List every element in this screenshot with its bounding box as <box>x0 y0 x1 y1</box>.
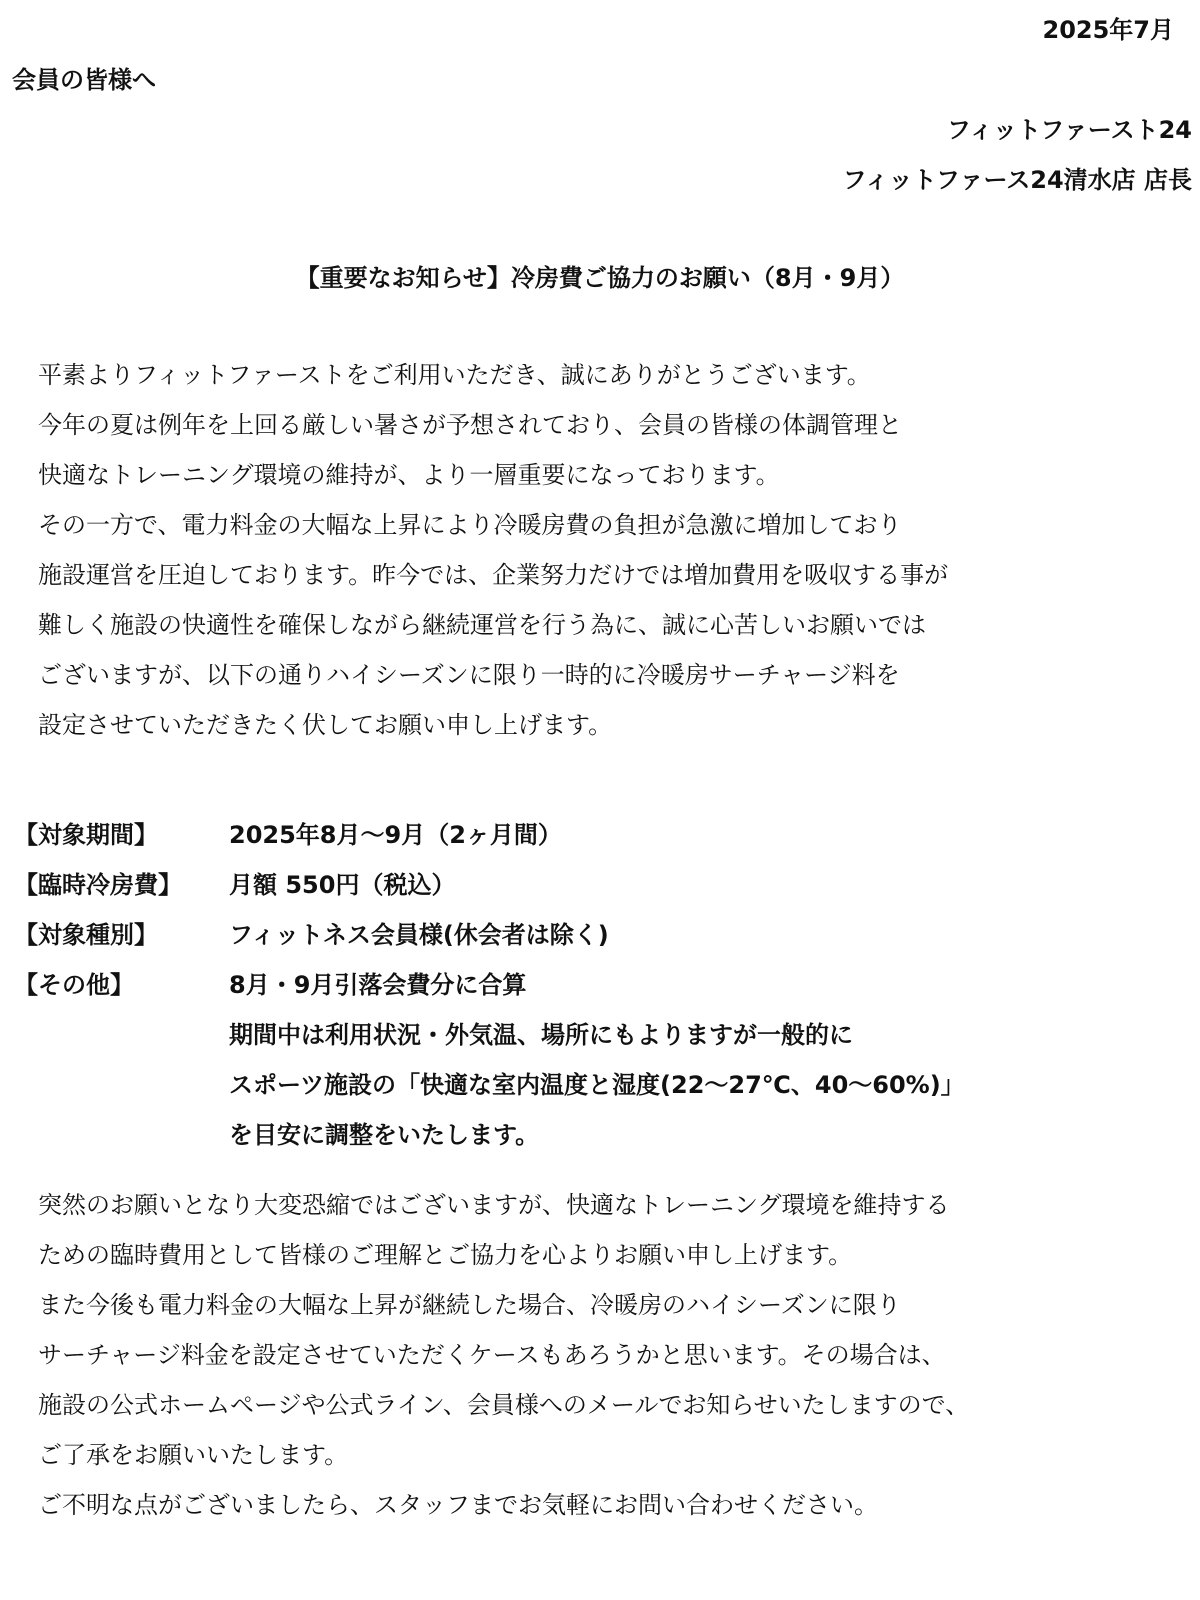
recipient: 会員の皆様へ <box>12 66 156 94</box>
intro-line: その一方で、電力料金の大幅な上昇により冷暖房費の負担が急激に増加しており <box>38 511 902 539</box>
closing-paragraph <box>38 1180 969 1530</box>
detail-value: を目安に調整をいたします。 <box>229 1121 540 1149</box>
detail-value: 月額 550円（税込） <box>229 871 456 899</box>
sender-company: フィットファースト24 <box>946 116 1192 144</box>
intro-line: 平素よりフィットファーストをご利用いただき、誠にありがとうございます。 <box>38 361 871 389</box>
intro-line: 難しく施設の快適性を確保しながら継続運営を行う為に、誠に心苦しいお願いでは <box>38 611 926 639</box>
detail-value: フィットネス会員様(休会者は除く) <box>229 921 609 949</box>
document-title: 【重要なお知らせ】冷房費ご協力のお願い（8月・9月） <box>295 264 905 292</box>
intro-line: 設定させていただきたく伏してお願い申し上げます。 <box>38 711 613 739</box>
detail-label: 【対象期間】 <box>14 821 158 849</box>
detail-value: 2025年8月～9月（2ヶ月間） <box>229 821 562 849</box>
closing-line: ための臨時費用として皆様のご理解とご協力を心よりお願い申し上げます。 <box>38 1241 853 1269</box>
closing-line: サーチャージ料金を設定させていただくケースもあろうかと思います。その場合は、 <box>38 1341 946 1369</box>
detail-value: 期間中は利用状況・外気温、場所にもよりますが一般的に <box>229 1021 853 1049</box>
sender-manager: フィットファース24清水店 店長 <box>842 166 1192 194</box>
closing-line: 施設の公式ホームページや公式ライン、会員様へのメールでお知らせいたしますので、 <box>38 1391 970 1419</box>
intro-line: 今年の夏は例年を上回る厳しい暑さが予想されており、会員の皆様の体調管理と <box>38 411 902 439</box>
intro-line: 快適なトレーニング環境の維持が、より一層重要になっております。 <box>38 461 780 489</box>
intro-line: ございますが、以下の通りハイシーズンに限り一時的に冷暖房サーチャージ料を <box>38 661 900 689</box>
detail-value: 8月・9月引落会費分に合算 <box>229 971 527 999</box>
document-date: 2025年7月 <box>1042 16 1174 44</box>
closing-line: ご了承をお願いいたします。 <box>38 1441 349 1469</box>
detail-value: スポーツ施設の「快適な室内温度と湿度(22～27℃、40～60%)」 <box>229 1071 965 1099</box>
closing-line: また今後も電力料金の大幅な上昇が継続した場合、冷暖房のハイシーズンに限り <box>38 1291 901 1319</box>
detail-label: 【その他】 <box>14 971 134 999</box>
closing-line: 突然のお願いとなり大変恐縮ではございますが、快適なトレーニング環境を維持する <box>38 1191 950 1219</box>
intro-paragraph <box>38 350 948 750</box>
intro-line: 施設運営を圧迫しております。昨今では、企業努力だけでは増加費用を吸収する事が <box>38 561 949 589</box>
detail-label: 【対象種別】 <box>14 921 158 949</box>
detail-label: 【臨時冷房費】 <box>14 871 182 899</box>
closing-line: ご不明な点がございましたら、スタッフまでお気軽にお問い合わせください。 <box>38 1491 878 1519</box>
